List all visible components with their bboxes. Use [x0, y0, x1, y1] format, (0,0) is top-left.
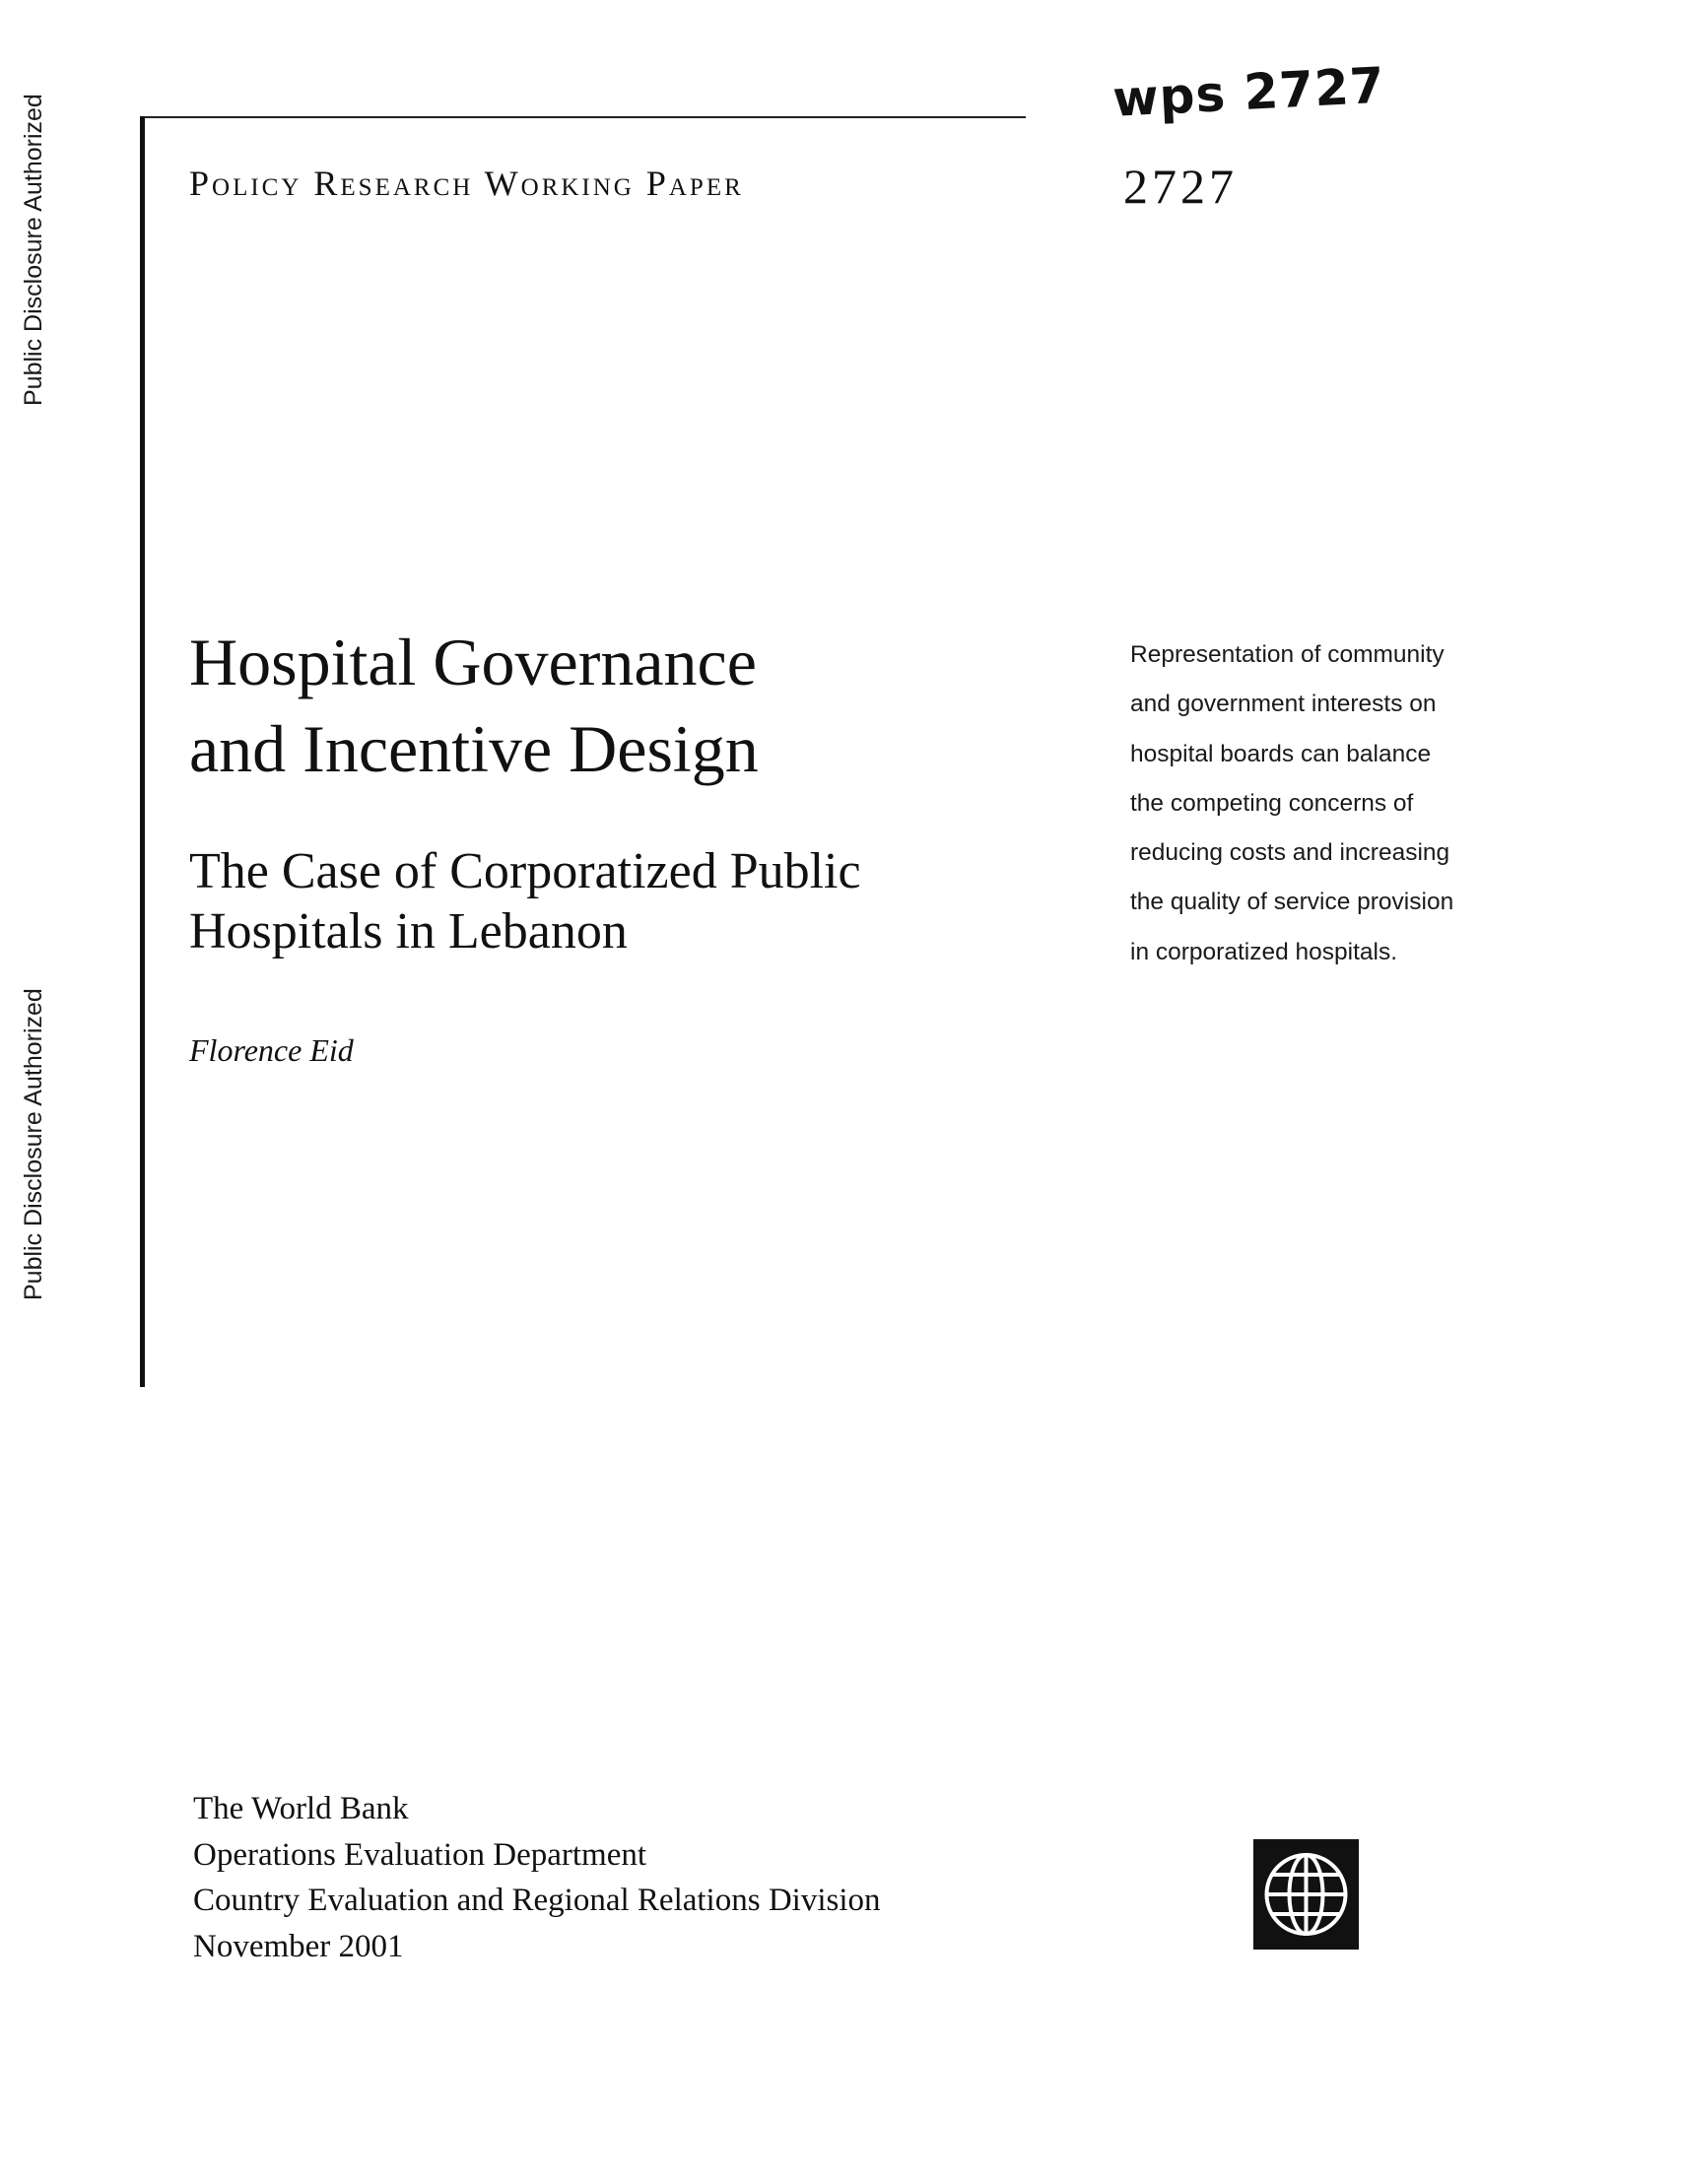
summary-line: the quality of service provision [1130, 889, 1454, 916]
subtitle-line-2: Hospitals in Lebanon [189, 903, 628, 960]
summary-line: reducing costs and increasing [1130, 839, 1450, 867]
publication-date: November 2001 [193, 1928, 404, 1964]
publisher-name: The World Bank [193, 1791, 409, 1826]
side-stamp-top: Public Disclosure Authorized [20, 94, 47, 406]
series-title: Policy Research Working Paper [189, 164, 744, 203]
world-bank-globe-icon [1253, 1839, 1359, 1950]
summary-line: the competing concerns of [1130, 789, 1414, 817]
world-bank-logo [1253, 1839, 1359, 1950]
handwritten-annotation: wps 2727 [1111, 56, 1386, 128]
publisher-department: Operations Evaluation Department [193, 1836, 647, 1873]
summary-line: Representation of community [1130, 641, 1445, 668]
summary-line: in corporatized hospitals. [1130, 938, 1398, 965]
title-line-2: and Incentive Design [189, 711, 759, 786]
title-line-1: Hospital Governance [189, 625, 757, 699]
header-rule [141, 116, 1026, 118]
side-stamp-bottom: Public Disclosure Authorized [20, 988, 47, 1300]
summary-line: and government interests on [1130, 691, 1437, 718]
left-rule [140, 116, 145, 1387]
page-title [189, 619, 1076, 792]
page-subtitle [189, 841, 1076, 961]
author: Florence Eid [189, 1032, 354, 1068]
paper-number: 2727 [1123, 159, 1238, 214]
publisher-division: Country Evaluation and Regional Relations Division [193, 1883, 881, 1918]
subtitle-line-1: The Case of Corporatized Public [189, 843, 861, 899]
publisher-block [193, 1786, 881, 1969]
summary-line: hospital boards can balance [1130, 740, 1432, 767]
summary-blurb [1130, 630, 1544, 977]
